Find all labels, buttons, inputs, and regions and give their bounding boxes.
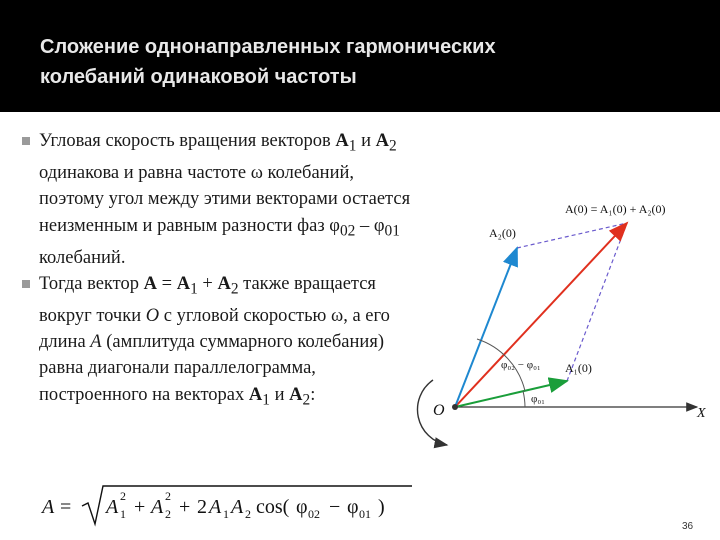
bullet-square-icon <box>22 280 30 288</box>
text: Угловая скорость вращения векторов <box>39 131 336 151</box>
page-number: 36 <box>682 521 694 532</box>
formula-sub2b: 2 <box>245 507 251 521</box>
formula-sub1b: 1 <box>223 507 229 521</box>
sub: 1 <box>190 280 198 298</box>
bullet-list <box>20 128 415 414</box>
title-line-2: колебаний одинаковой частоты <box>40 66 357 88</box>
formula-sup1: 2 <box>120 489 126 503</box>
vector-A: A <box>375 131 389 151</box>
text: – <box>355 215 374 236</box>
vector-A: A <box>335 131 349 151</box>
bullet-item-2 <box>20 271 415 414</box>
formula-eq: = <box>60 496 72 518</box>
text: с угловой скоростью <box>159 305 331 326</box>
formula-A2b: A <box>231 496 244 518</box>
vector-A: A <box>143 273 157 294</box>
text: одинакова и равна частоте <box>39 162 251 183</box>
text: (амплитуда суммарного колебания) равна диагонали параллелограмма, построенного на векторах <box>39 332 384 405</box>
vector-A: A <box>248 384 263 405</box>
bullet-item-1 <box>20 128 415 271</box>
label-sum: A(0) = A₁(0) + A₂(0) <box>565 202 666 216</box>
formula-plus: + <box>134 496 146 518</box>
formula-close: ) <box>378 496 385 518</box>
formula-cos: cos( <box>256 496 290 518</box>
arc-phi01 <box>523 391 525 407</box>
resultant-vector <box>455 223 627 407</box>
sub: 02 <box>339 222 356 240</box>
vector-A: A <box>289 384 303 405</box>
text: : <box>310 384 316 405</box>
formula-sup2: 2 <box>165 489 171 503</box>
label-phi01: φ₀₁ <box>531 393 546 405</box>
phi: φ <box>329 215 340 236</box>
label-A1: A₁(0) <box>565 361 592 375</box>
sub: 2 <box>230 280 239 298</box>
dashed-side-right <box>567 223 627 381</box>
slide-title <box>40 32 680 92</box>
formula-sub1: 1 <box>120 507 126 521</box>
title-line-1: Сложение однонаправленных гармонических <box>40 36 496 58</box>
sub: 2 <box>302 391 311 409</box>
formula-two: 2 <box>197 496 207 518</box>
text: и <box>269 384 290 405</box>
formula-plus2: + <box>179 496 191 518</box>
text: и <box>356 131 376 151</box>
point-O: O <box>145 305 160 326</box>
formula-sub01: 01 <box>359 507 371 521</box>
origin-point <box>452 404 458 410</box>
vector-a1 <box>455 381 567 407</box>
label-O: O <box>433 402 445 419</box>
formula-minus: − <box>329 496 341 518</box>
formula-sub2: 2 <box>165 507 171 521</box>
bullet-square-icon <box>22 137 30 145</box>
formula-phi01: φ <box>347 496 359 518</box>
sub: 01 <box>384 222 400 240</box>
text: колебаний, поэтому угол между этими векторами остается неизменным и равным разности фаз <box>39 162 411 236</box>
text: = <box>157 273 177 294</box>
amplitude-formula <box>40 480 415 532</box>
sub: 1 <box>348 137 357 155</box>
formula-A1: A <box>106 496 119 518</box>
text: , а его длина <box>39 305 390 353</box>
omega: ω <box>331 305 344 326</box>
vector-A: A <box>217 273 231 294</box>
text: колебаний. <box>39 247 126 268</box>
label-phi02-phi01: φ₀₂ − φ₀₁ <box>501 359 541 371</box>
formula-A2: A <box>151 496 164 518</box>
sub: 1 <box>262 391 270 409</box>
label-X: X <box>697 406 706 421</box>
formula-sub02: 02 <box>308 507 320 521</box>
text: + <box>197 273 218 294</box>
label-A2: A₂(0) <box>489 226 516 240</box>
length-A: A <box>90 332 102 353</box>
text: также вращается вокруг точки <box>39 273 376 326</box>
text: Тогда вектор <box>39 273 144 294</box>
sub: 2 <box>389 137 397 155</box>
formula-A: A <box>42 496 55 518</box>
phi: φ <box>373 215 385 236</box>
phasor-diagram <box>415 185 710 450</box>
omega: ω <box>250 162 263 183</box>
formula-phi02: φ <box>296 496 308 518</box>
vector-a2 <box>455 248 517 407</box>
dashed-side-top <box>517 223 627 248</box>
vector-A: A <box>176 273 191 294</box>
formula-A1b: A <box>209 496 222 518</box>
